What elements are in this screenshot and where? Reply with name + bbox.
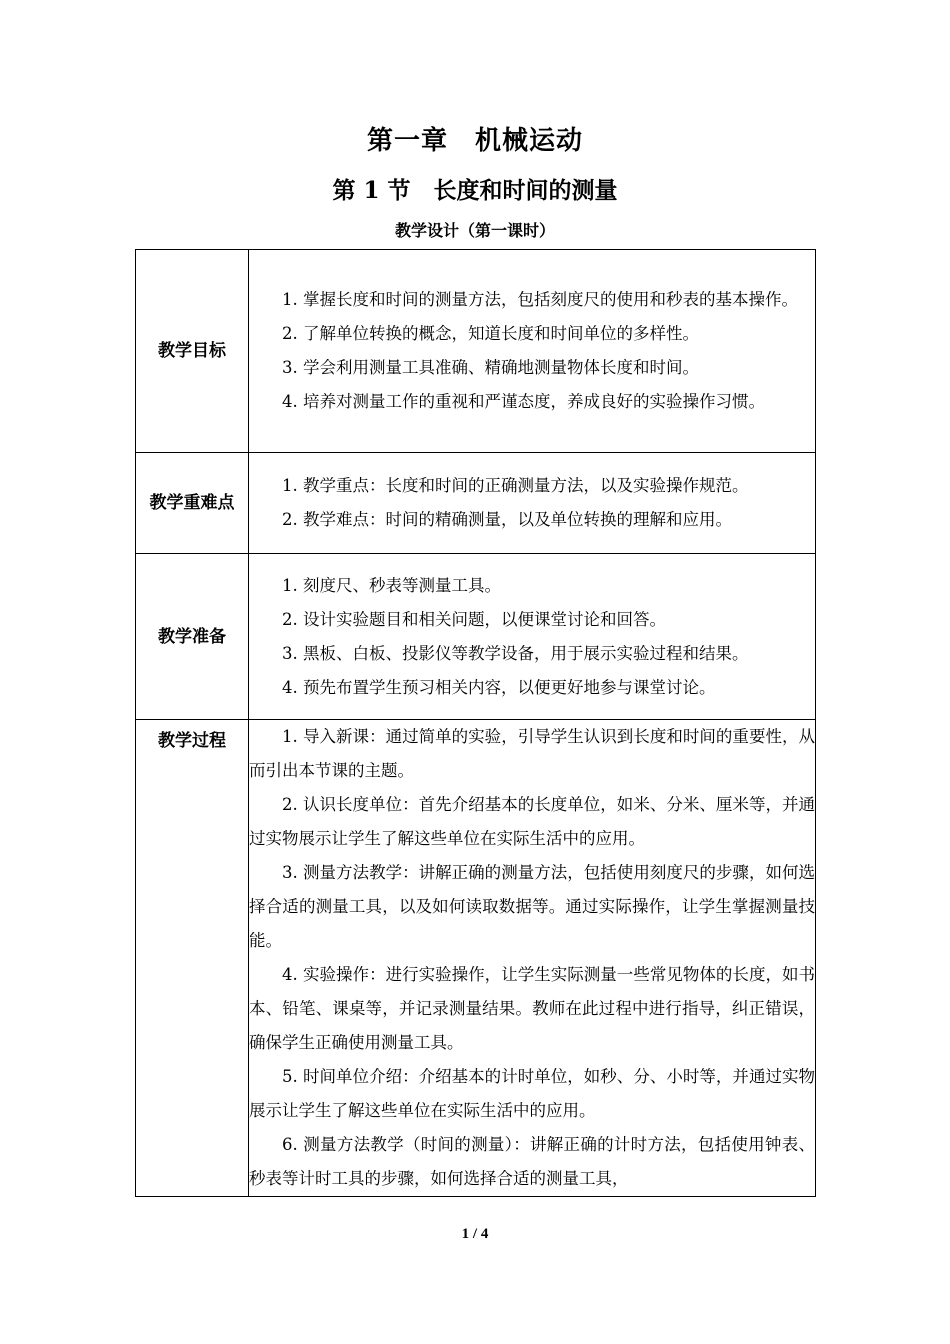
list-item: 1. 教学重点：长度和时间的正确测量方法，以及实验操作规范。: [282, 476, 749, 495]
list-item: 3. 学会利用测量工具准确、精确地测量物体长度和时间。: [282, 358, 699, 377]
list-item: 5. 时间单位介绍：介绍基本的计时单位，如秒、分、小时等，并通过实物展示让学生了解这些单位在实际生活中的应用。: [249, 1067, 815, 1120]
row-label-process: 教学过程: [136, 720, 249, 1197]
row-label-preparation: 教学准备: [136, 554, 249, 720]
row-label-objectives: 教学目标: [136, 250, 249, 453]
table-row-preparation: [136, 554, 816, 720]
table-row-process: [136, 720, 816, 1197]
row-content-key-points: [249, 453, 816, 554]
section-title: 第 1 节 长度和时间的测量: [332, 177, 618, 204]
list-item: 3. 测量方法教学：讲解正确的测量方法，包括使用刻度尺的步骤，如何选择合适的测量工具，以及如何读取数据等。通过实际操作，让学生掌握测量技能。: [249, 863, 815, 950]
chapter-title: 第一章 机械运动: [366, 126, 583, 156]
list-item: 2. 教学难点：时间的精确测量，以及单位转换的理解和应用。: [282, 510, 732, 529]
list-item: 1. 掌握长度和时间的测量方法，包括刻度尺的使用和秒表的基本操作。: [282, 290, 798, 309]
lesson-plan-table: [135, 249, 816, 1197]
list-item: 4. 预先布置学生预习相关内容，以便更好地参与课堂讨论。: [282, 677, 716, 697]
list-item: 3. 黑板、白板、投影仪等教学设备，用于展示实验过程和结果。: [282, 643, 749, 663]
row-content-objectives: [249, 250, 816, 453]
row-label-key-points: 教学重难点: [136, 453, 249, 554]
list-item: 4. 培养对测量工作的重视和严谨态度，养成良好的实验操作习惯。: [282, 392, 765, 411]
list-item: 2. 设计实验题目和相关问题，以便课堂讨论和回答。: [282, 609, 666, 629]
row-content-preparation: [249, 554, 816, 720]
table-row-key-points: [136, 453, 816, 554]
list-item: 2. 了解单位转换的概念，知道长度和时间单位的多样性。: [282, 324, 699, 343]
page-number: 1 / 4: [461, 1226, 489, 1242]
document-subtitle: 教学设计（第一课时）: [394, 221, 555, 240]
list-item: 1. 导入新课：通过简单的实验，引导学生认识到长度和时间的重要性，从而引出本节课的主题。: [249, 727, 815, 780]
list-item: 6. 测量方法教学（时间的测量）：讲解正确的计时方法，包括使用钟表、秒表等计时工具的步骤，如何选择合适的测量工具，: [249, 1135, 815, 1188]
list-item: 2. 认识长度单位：首先介绍基本的长度单位，如米、分米、厘米等，并通过实物展示让学生了解这些单位在实际生活中的应用。: [249, 795, 815, 848]
table-row-objectives: [136, 250, 816, 453]
list-item: 1. 刻度尺、秒表等测量工具。: [282, 575, 501, 595]
row-content-process: [249, 720, 816, 1197]
list-item: 4. 实验操作：进行实验操作，让学生实际测量一些常见物体的长度，如书本、铅笔、课桌等，并记录测量结果。教师在此过程中进行指导，纠正错误，确保学生正确使用测量工具。: [249, 965, 815, 1052]
